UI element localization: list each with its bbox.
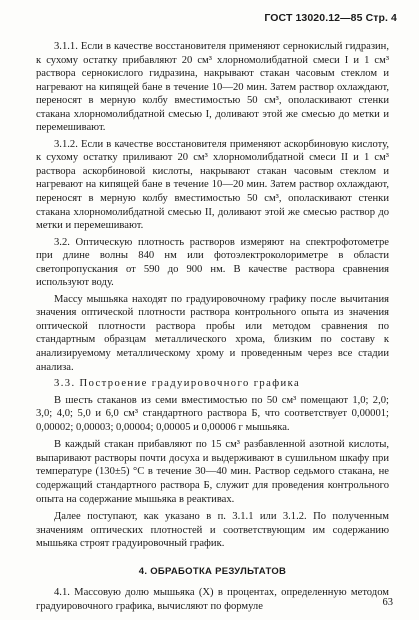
- paragraph-nitric-acid: В каждый стакан прибавляют по 15 см³ разбавленной азотной кислоты, выпаривают растворы почти досуха и выдерживают в сушильном шкафу при температуре (130±5) °С в течение 30—40 мин. Раствор седьмого стакана, не содержащий стандартного раствора Б, служит для проведения контрольного опыта на содержание мышьяка в реактивах.: [36, 439, 389, 505]
- paragraph-mass-arsenic: Массу мышьяка находят по градуировочному графику после вычитания значения оптической плотности раствора контрольного опыта из значения оптической плотности раствора пробы или методом сравнения по стандартным образцам металлического хрома, близким по составу к анализируемому металлическому хрому и проведенным через все стадии анализа.: [36, 293, 389, 373]
- paragraph-six-beakers: В шесть стаканов из семи вместимостью по 50 см³ помещают 1,0; 2,0; 3,0; 4,0; 5,0 и 6,0 см³ стандартного раствора Б, что соответствует 0,00001; 0,00002; 0,00003; 0,00004; 0,00005 и 0,00006 г мышьяка.: [36, 394, 389, 433]
- subsection-3-3-heading: 3.3. Построение градуировочного графика: [54, 378, 301, 390]
- body-text: [36, 40, 389, 616]
- page-header: ГОСТ 13020.12—85 Стр. 4: [264, 12, 397, 24]
- paragraph-3-1-1: 3.1.1. Если в качестве восстановителя применяют сернокислый гидразин, к сухому остатку прибавляют 20 см³ хлорномолибдатной смеси I и 1 см³ раствора сернокислого гидразина, накрывают стакан часовым стеклом и нагревают на кипящей бане в течение 10—20 мин. Затем раствор охлаждают, переносят в мерную колбу вместимостью 50 см³, ополаскивают стенки стакана хлорномолибдатной смесью I, доливают этой же смесью до метки и перемешивают.: [36, 41, 389, 134]
- paragraph-3-2: 3.2. Оптическую плотность растворов измеряют на спектрофотометре при длине волны 840 нм или фотоэлектроколориметре в области светопропускания от 590 до 900 нм. В качестве раствора сравнения используют воду.: [36, 236, 389, 289]
- paragraph-further-steps: Далее поступают, как указано в п. 3.1.1 или 3.1.2. По полученным значениям оптических плотностей и соответствующим им содержанию мышьяка строят градуировочный график.: [36, 511, 389, 550]
- paragraph-4-1: 4.1. Массовую долю мышьяка (X) в процентах, определенную методом градуировочного графика, вычисляют по формуле: [36, 587, 389, 612]
- page-number: 63: [382, 597, 393, 608]
- paragraph-3-1-2: 3.1.2. Если в качестве восстановителя применяют аскорбиновую кислоту, к сухому остатку приливают 20 см³ хлорномолибдатной смеси II и 1 см³ раствора аскорбиновой кислоты, накрывают стакан часовым стеклом и нагревают на кипящей бане в течение 10—20 мин. Затем раствор охлаждают, переносят в мерную колбу вместимостью 50 см³, ополаскивают стенки стакана хлорномолибдатной смесью II, доливают этой же смесью раствор до метки и перемешивают.: [36, 138, 389, 232]
- section-4-title: 4. ОБРАБОТКА РЕЗУЛЬТАТОВ: [138, 565, 287, 577]
